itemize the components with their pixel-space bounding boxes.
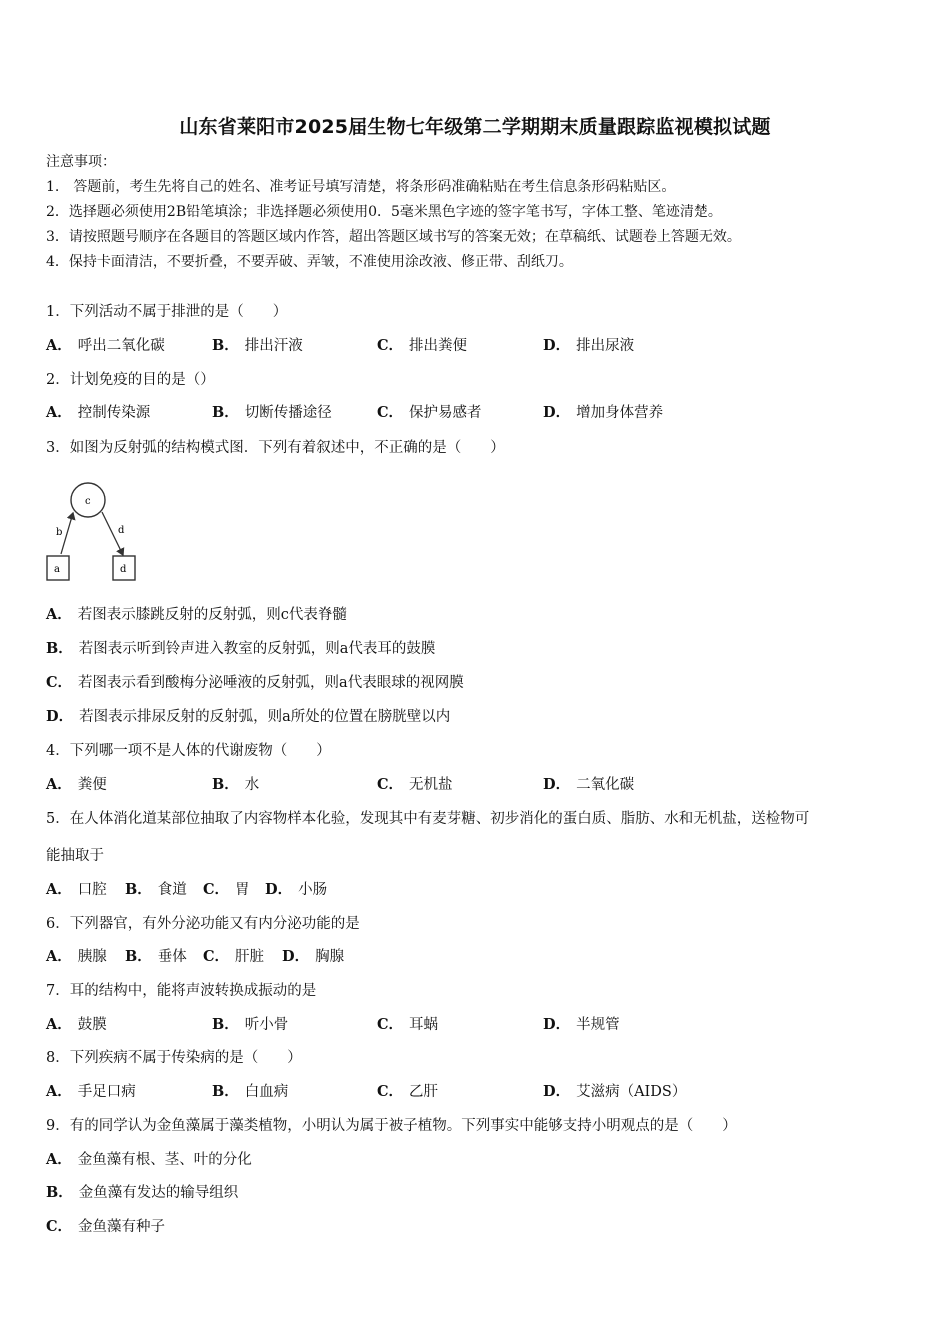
option: D． 若图表示排尿反射的反射弧，则a所处的位置在膀胱壁以内 — [46, 708, 451, 725]
option: B． 金鱼藻有发达的输导组织 — [46, 1184, 239, 1201]
option: A． 金鱼藻有根、茎、叶的分化 — [46, 1151, 252, 1168]
question-stem: 2．计划免疫的目的是（） — [46, 372, 215, 388]
option: B． 垂体 — [125, 948, 187, 965]
question-stem: 1．下列活动不属于排泄的是（ ） — [46, 304, 288, 320]
notice-item: 1. 答题前，考生先将自己的姓名、准考证号填写清楚，将条形码准确粘贴在考生信息条形码粘贴区。 — [46, 179, 676, 195]
notice-heading: 注意事项： — [46, 154, 116, 170]
option: A． 控制传染源 — [46, 404, 151, 421]
option: D． 增加身体营养 — [543, 404, 664, 421]
option: B． 听小骨 — [212, 1016, 289, 1033]
option: C． 若图表示看到酸梅分泌唾液的反射弧，则a代表眼球的视网膜 — [46, 674, 464, 691]
option: B． 切断传播途径 — [212, 404, 332, 421]
option: D． 排出尿液 — [543, 337, 635, 354]
label-b: b — [56, 527, 63, 538]
option: B． 排出汗液 — [212, 337, 303, 354]
question-stem: 9．有的同学认为金鱼藻属于藻类植物，小明认为属于被子植物。下列事实中能够支持小明观点的是（ ） — [46, 1118, 737, 1134]
option: C． 耳蜗 — [377, 1016, 439, 1033]
question-stem: 8．下列疾病不属于传染病的是（ ） — [46, 1050, 302, 1066]
question-stem: 7．耳的结构中，能将声波转换成振动的是 — [46, 983, 317, 999]
notice-item: 4．保持卡面清洁，不要折叠，不要弄破、弄皱，不准使用涂改液、修正带、刮纸刀。 — [46, 254, 573, 270]
notice-item: 2．选择题必须使用2B铅笔填涂；非选择题必须使用0．5毫米黑色字迹的签字笔书写，字体工整、笔迹清楚。 — [46, 204, 722, 220]
afferent-arrow — [61, 513, 73, 554]
option: A． 若图表示膝跳反射的反射弧，则c代表脊髓 — [46, 606, 347, 623]
option: A． 鼓膜 — [46, 1016, 107, 1033]
exam-title: 山东省莱阳市2025届生物七年级第二学期期末质量跟踪监视模拟试题 — [179, 116, 771, 138]
option: C． 排出粪便 — [377, 337, 468, 354]
option: B． 水 — [212, 776, 260, 793]
option: A． 呼出二氧化碳 — [46, 337, 165, 354]
option: B． 食道 — [125, 881, 187, 898]
option: D． 胸腺 — [282, 948, 345, 965]
label-d-box: d — [120, 564, 127, 575]
label-d-arrow: d — [118, 525, 125, 536]
option: D． 艾滋病（AIDS） — [543, 1083, 687, 1100]
option: B． 白血病 — [212, 1083, 289, 1100]
option: A． 胰腺 — [46, 948, 107, 965]
option: C． 肝脏 — [203, 948, 265, 965]
label-a: a — [54, 564, 60, 575]
question-stem: 4．下列哪一项不是人体的代谢废物（ ） — [46, 743, 331, 759]
question-stem-continued: 能抽取于 — [46, 848, 104, 864]
reflex-arc-figure — [44, 478, 140, 584]
option: D． 半规管 — [543, 1016, 620, 1033]
notice-item: 3．请按照题号顺序在各题目的答题区域内作答，超出答题区域书写的答案无效；在草稿纸、试题卷上答题无效。 — [46, 229, 741, 245]
option: C． 乙肝 — [377, 1083, 439, 1100]
label-c: c — [85, 496, 91, 507]
option: D． 小肠 — [265, 881, 328, 898]
option: A． 粪便 — [46, 776, 107, 793]
option: D． 二氧化碳 — [543, 776, 635, 793]
option: B． 若图表示听到铃声进入教室的反射弧，则a代表耳的鼓膜 — [46, 640, 436, 657]
option: C． 金鱼藻有种子 — [46, 1218, 166, 1235]
question-stem: 6．下列器官，有外分泌功能又有内分泌功能的是 — [46, 916, 360, 932]
option: C． 胃 — [203, 881, 250, 898]
option: A． 手足口病 — [46, 1083, 136, 1100]
question-stem: 5．在人体消化道某部位抽取了内容物样本化验，发现其中有麦芽糖、初步消化的蛋白质、脂肪、水和无机盐，送检物可 — [46, 811, 810, 827]
option: C． 保护易感者 — [377, 404, 482, 421]
option: A． 口腔 — [46, 881, 107, 898]
option: C． 无机盐 — [377, 776, 453, 793]
question-stem: 3．如图为反射弧的结构模式图．下列有着叙述中，不正确的是（ ） — [46, 440, 505, 456]
